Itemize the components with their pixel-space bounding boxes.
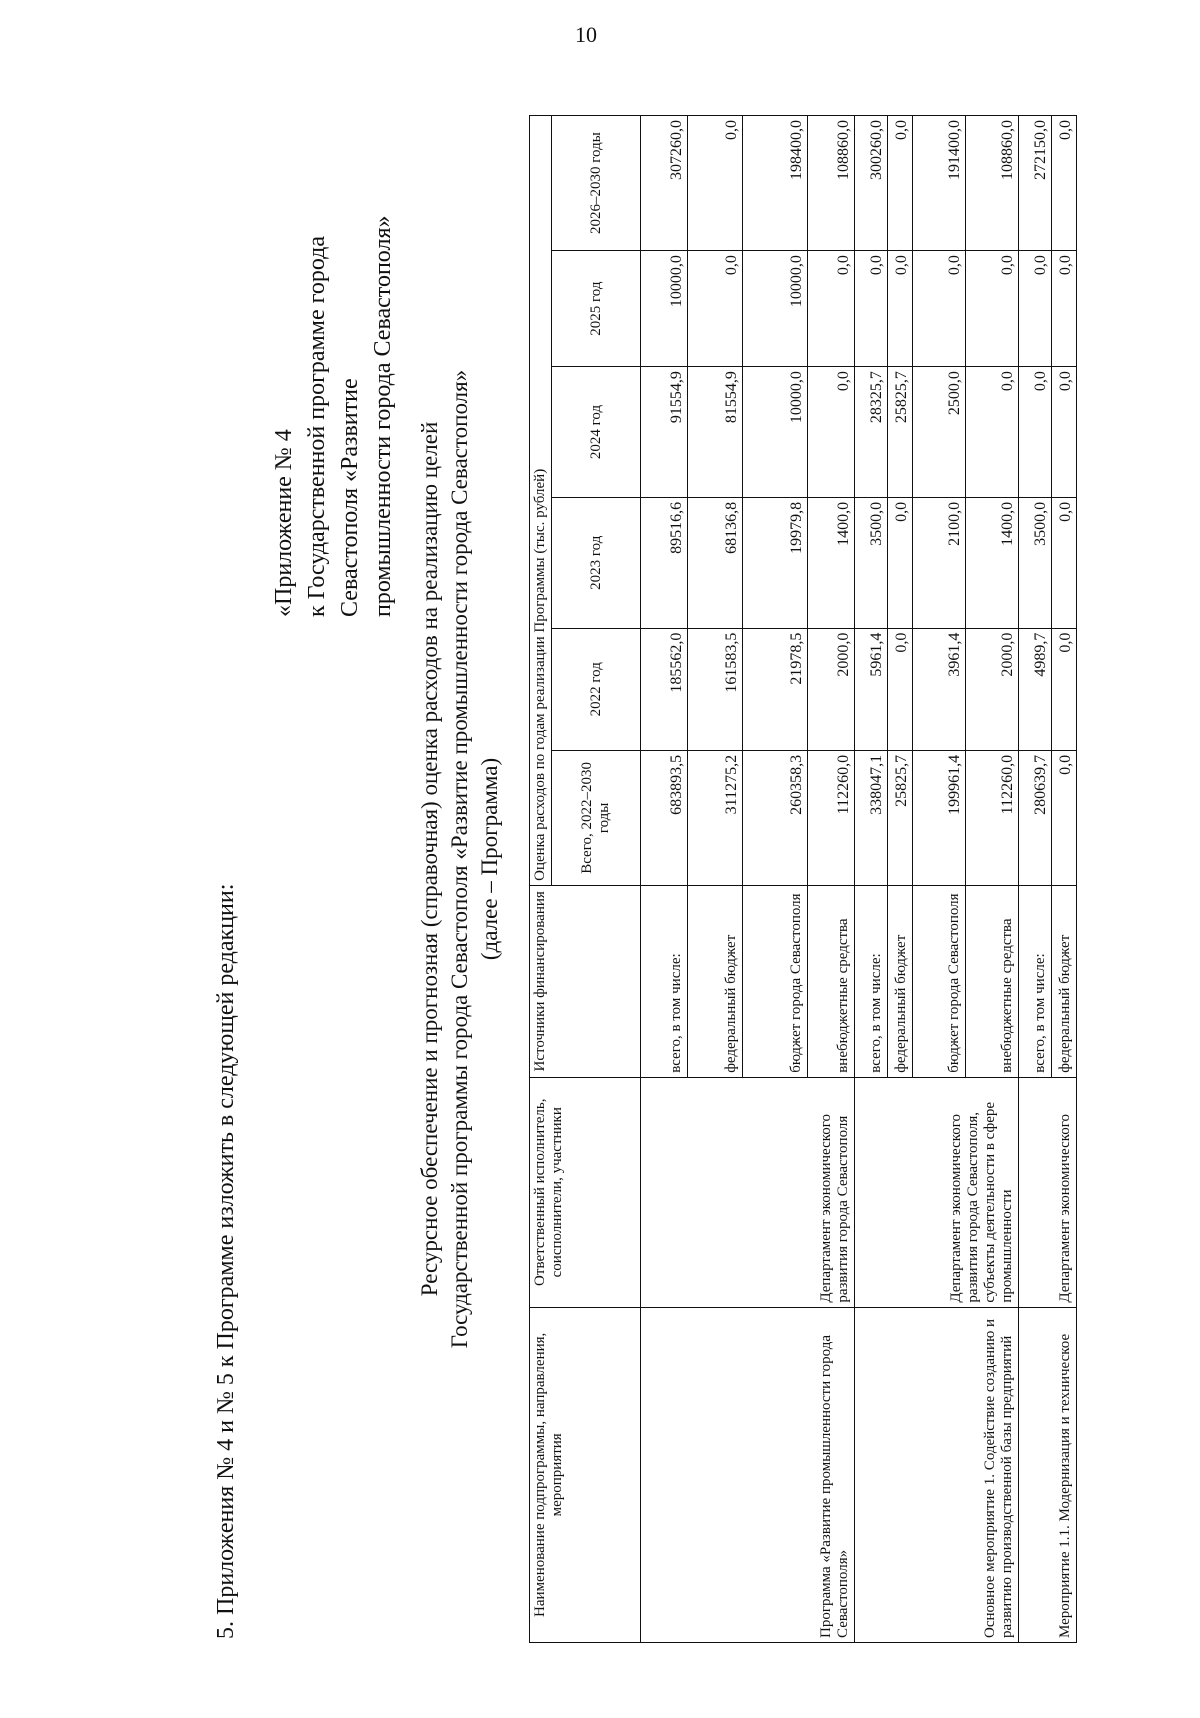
- header-year-2023: 2023 год: [552, 497, 641, 628]
- amount-cell: 199961,4: [913, 750, 966, 885]
- amount-cell: 0,0: [888, 628, 913, 750]
- funding-source-cell: бюджет города Севастополя: [913, 885, 966, 1077]
- appendix-line: промышленности города Севастополя»: [370, 215, 396, 617]
- amount-cell: 185562,0: [641, 628, 688, 750]
- amount-cell: 1400,0: [808, 497, 855, 628]
- header-source: Источники финансирования: [530, 885, 641, 1077]
- amount-cell: 3500,0: [855, 497, 888, 628]
- appendix-header: [268, 147, 400, 617]
- header-budget: Оценка расходов по годам реализации Программы (тыс. рублей): [530, 116, 552, 886]
- amount-cell: 272150,0: [1019, 116, 1052, 251]
- amount-cell: 0,0: [808, 251, 855, 367]
- table-row: [855, 116, 888, 1643]
- amount-cell: 0,0: [966, 251, 1019, 367]
- amount-cell: 191400,0: [913, 116, 966, 251]
- header-row: [530, 116, 552, 1643]
- amount-cell: 10000,0: [743, 367, 808, 498]
- amount-cell: 307260,0: [641, 116, 688, 251]
- amount-cell: 0,0: [966, 367, 1019, 498]
- amount-cell: 2000,0: [966, 628, 1019, 750]
- amount-cell: 3500,0: [1019, 497, 1052, 628]
- amendment-intro: 5. Приложения № 4 и № 5 к Программе изложить в следующей редакции:: [213, 883, 239, 1639]
- amount-cell: 19979,8: [743, 497, 808, 628]
- funding-source-cell: всего, в том числе:: [855, 885, 888, 1077]
- funding-source-cell: внебюджетные средства: [808, 885, 855, 1077]
- amount-cell: 0,0: [1019, 367, 1052, 498]
- amount-cell: 0,0: [1052, 497, 1077, 628]
- funding-source-cell: федеральный бюджет: [1052, 885, 1077, 1077]
- amount-cell: 0,0: [1052, 628, 1077, 750]
- amount-cell: 1400,0: [966, 497, 1019, 628]
- document-title: [415, 109, 505, 1609]
- amount-cell: 25825,7: [888, 367, 913, 498]
- amount-cell: 25825,7: [888, 750, 913, 885]
- executor-cell: Департамент экономического развития города Севастополя: [641, 1077, 855, 1307]
- table-row: [641, 116, 688, 1643]
- amount-cell: 683893,5: [641, 750, 688, 885]
- amount-cell: 112260,0: [966, 750, 1019, 885]
- funding-source-cell: федеральный бюджет: [688, 885, 743, 1077]
- amount-cell: 0,0: [888, 116, 913, 251]
- amount-cell: 198400,0: [743, 116, 808, 251]
- amount-cell: 300260,0: [855, 116, 888, 251]
- program-name-cell: Программа «Развитие промышленности города Севастополя»: [641, 1307, 855, 1642]
- amount-cell: 280639,7: [1019, 750, 1052, 885]
- amount-cell: 0,0: [1052, 367, 1077, 498]
- amount-cell: 0,0: [1052, 251, 1077, 367]
- amount-cell: 108860,0: [966, 116, 1019, 251]
- amount-cell: 0,0: [1019, 251, 1052, 367]
- appendix-line: к Государственной программе города: [304, 235, 330, 617]
- appendix-line: «Приложение № 4: [271, 429, 297, 617]
- amount-cell: 68136,8: [688, 497, 743, 628]
- appendix-line: Севастополя «Развитие: [337, 378, 363, 617]
- program-name-cell: Основное мероприятие 1. Содействие созданию и развитию производственной базы предприятий: [855, 1307, 1019, 1642]
- funding-source-cell: всего, в том числе:: [1019, 885, 1052, 1077]
- amount-cell: 5961,4: [855, 628, 888, 750]
- amount-cell: 89516,6: [641, 497, 688, 628]
- amount-cell: 0,0: [808, 367, 855, 498]
- amount-cell: 0,0: [888, 497, 913, 628]
- header-name: Наименование подпрограммы, направления, мероприятия: [530, 1307, 641, 1642]
- amount-cell: 0,0: [855, 251, 888, 367]
- amount-cell: 108860,0: [808, 116, 855, 251]
- amount-cell: 91554,9: [641, 367, 688, 498]
- header-year-total: Всего, 2022–2030 годы: [552, 750, 641, 885]
- header-year-2026-2030: 2026–2030 годы: [552, 116, 641, 251]
- amount-cell: 260358,3: [743, 750, 808, 885]
- funding-source-cell: бюджет города Севастополя: [743, 885, 808, 1077]
- amount-cell: 0,0: [688, 116, 743, 251]
- amount-cell: 81554,9: [688, 367, 743, 498]
- funding-source-cell: федеральный бюджет: [888, 885, 913, 1077]
- amount-cell: 10000,0: [641, 251, 688, 367]
- amount-cell: 0,0: [913, 251, 966, 367]
- header-year-2025: 2025 год: [552, 251, 641, 367]
- funding-source-cell: всего, в том числе:: [641, 885, 688, 1077]
- executor-cell: Департамент экономического: [1019, 1077, 1077, 1307]
- header-executor: Ответственный исполнитель, соисполнители, участники: [530, 1077, 641, 1307]
- amount-cell: 0,0: [688, 251, 743, 367]
- amount-cell: 4989,7: [1019, 628, 1052, 750]
- table-row: [1019, 116, 1052, 1643]
- amount-cell: 2000,0: [808, 628, 855, 750]
- amount-cell: 28325,7: [855, 367, 888, 498]
- page-number: 10: [575, 22, 597, 47]
- title-line: (далее – Программа): [477, 757, 502, 961]
- header-year-2024: 2024 год: [552, 367, 641, 498]
- amount-cell: 3961,4: [913, 628, 966, 750]
- amount-cell: 311275,2: [688, 750, 743, 885]
- amount-cell: 2500,0: [913, 367, 966, 498]
- amount-cell: 0,0: [888, 251, 913, 367]
- amount-cell: 0,0: [1052, 750, 1077, 885]
- financing-table: [529, 115, 1077, 1643]
- amount-cell: 2100,0: [913, 497, 966, 628]
- amount-cell: 112260,0: [808, 750, 855, 885]
- amount-cell: 161583,5: [688, 628, 743, 750]
- funding-source-cell: внебюджетные средства: [966, 885, 1019, 1077]
- amount-cell: 0,0: [1052, 116, 1077, 251]
- title-line: Ресурсное обеспечение и прогнозная (справочная) оценка расходов на реализацию целей: [417, 421, 442, 1297]
- amount-cell: 21978,5: [743, 628, 808, 750]
- title-line: Государственной программы города Севастополя «Развитие промышленности города Севастополя»: [447, 369, 472, 1349]
- rotated-page-content: [20, 39, 1180, 1679]
- header-year-2022: 2022 год: [552, 628, 641, 750]
- amount-cell: 10000,0: [743, 251, 808, 367]
- amount-cell: 338047,1: [855, 750, 888, 885]
- executor-cell: Департамент экономического развития города Севастополя, субъекты деятельности в сфере промышленности: [855, 1077, 1019, 1307]
- program-name-cell: Мероприятие 1.1. Модернизация и техническое: [1019, 1307, 1077, 1642]
- table-body: [641, 116, 1077, 1643]
